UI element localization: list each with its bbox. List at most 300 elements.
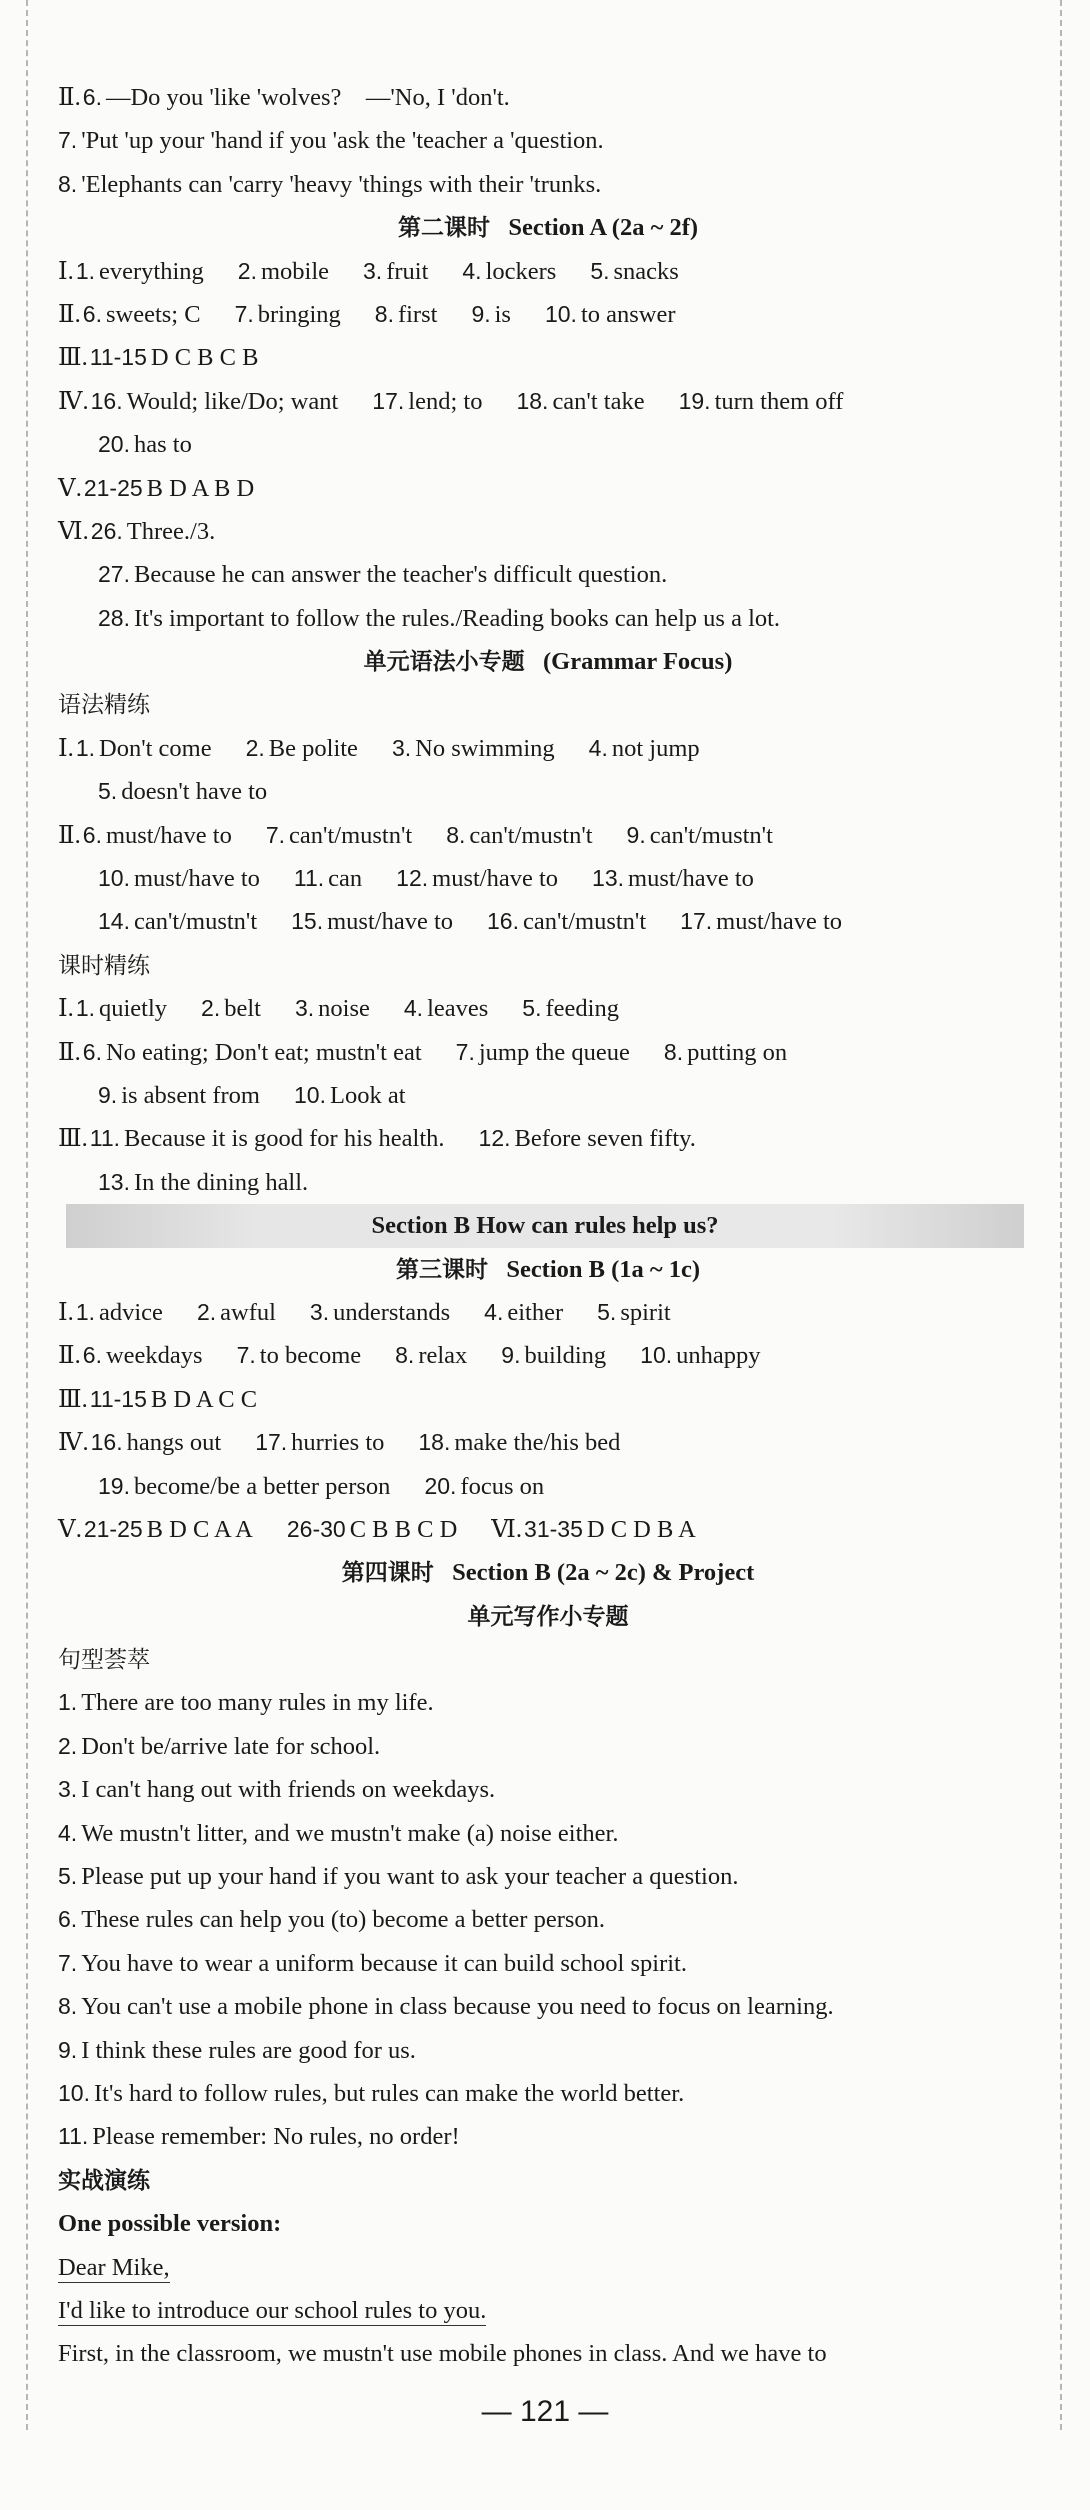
question-number: 7. <box>236 1342 256 1369</box>
question-number: 1. <box>75 995 95 1022</box>
sentence-text: I think these rules are good for us. <box>81 2036 416 2064</box>
sentence-number: 4. <box>58 1819 78 1846</box>
answer-text: belt <box>224 995 261 1023</box>
answer-item <box>664 1039 787 1066</box>
question-number: 2. <box>245 734 265 761</box>
answer-text: can't/mustn't <box>523 908 647 936</box>
section-roman-numeral: Ⅰ. <box>58 1298 74 1326</box>
answer-item <box>84 475 254 502</box>
answer-line <box>58 1161 1038 1204</box>
answer-item <box>462 258 556 285</box>
section-roman-numeral: Ⅲ. <box>58 1125 88 1153</box>
answer-text: feeding <box>545 995 619 1023</box>
answer-text: hangs out <box>126 1429 222 1457</box>
section-roman-numeral: Ⅰ. <box>58 257 74 285</box>
question-number: 6. <box>82 1342 102 1369</box>
answer-text: must/have to <box>133 865 260 893</box>
answer-line <box>58 1074 1038 1117</box>
answer-item <box>83 301 201 328</box>
question-number: 4. <box>484 1298 504 1325</box>
question-number: 19. <box>98 1472 130 1499</box>
question-number: 17. <box>255 1429 288 1456</box>
sentence-text: It's hard to follow rules, but rules can make the world better. <box>93 2079 685 2107</box>
answer-text: Be polite <box>268 734 358 762</box>
answer-item <box>592 865 754 892</box>
answer-item <box>58 127 604 154</box>
answer-text: 'Elephants can 'carry 'heavy 'things with their 'trunks. <box>81 170 602 198</box>
answer-item <box>98 431 192 458</box>
answer-text: In the dining hall. <box>133 1168 309 1196</box>
answer-text: weekdays <box>105 1342 203 1370</box>
answer-line <box>58 553 1038 596</box>
answer-item <box>456 1039 630 1066</box>
section-roman-numeral: Ⅳ. <box>58 387 89 415</box>
question-number: 9. <box>471 300 491 327</box>
answer-item <box>522 995 619 1022</box>
answer-text: No swimming <box>415 734 555 762</box>
answer-item <box>98 865 260 892</box>
sentence-line <box>58 1768 1038 1811</box>
answer-text: spirit <box>620 1298 671 1326</box>
heading-cn: 单元语法小专题 <box>363 649 525 676</box>
answer-item <box>255 1429 384 1456</box>
answer-item <box>84 1516 253 1543</box>
question-number: 5. <box>98 778 118 805</box>
answer-item <box>545 301 676 328</box>
question-number: 16. <box>90 387 123 414</box>
question-number: 5. <box>522 995 542 1022</box>
answer-item <box>310 1299 450 1326</box>
section-roman-numeral: Ⅰ. <box>58 734 74 762</box>
answer-text: has to <box>133 431 192 459</box>
answer-item <box>91 388 339 415</box>
lesson-2-heading <box>58 206 1038 249</box>
section-roman-numeral: Ⅵ. <box>58 517 89 545</box>
answer-item <box>471 301 511 328</box>
section-roman-numeral: Ⅳ. <box>58 1429 89 1457</box>
answer-line <box>58 1117 1038 1160</box>
answer-item <box>246 735 358 762</box>
question-number: 8. <box>374 300 394 327</box>
answer-text: No eating; Don't eat; mustn't eat <box>105 1038 422 1066</box>
sentence-number: 9. <box>58 2036 78 2063</box>
answer-text: not jump <box>611 734 700 762</box>
answer-item <box>446 822 592 849</box>
question-number: 5. <box>590 257 610 284</box>
answer-text: putting on <box>687 1038 788 1066</box>
lesson-3-heading <box>58 1248 1038 1291</box>
answer-text: to become <box>259 1342 362 1370</box>
subheading-text: 实战演练 <box>58 2167 150 2194</box>
subheading-text: 语法精练 <box>58 692 150 719</box>
section-roman-numeral: Ⅰ. <box>58 995 74 1023</box>
question-number: 4. <box>462 257 482 284</box>
answer-key-page <box>58 76 1038 2376</box>
question-number: 12. <box>478 1125 511 1152</box>
section-roman-numeral: Ⅵ. <box>491 1515 523 1543</box>
question-number: 13. <box>98 1168 130 1195</box>
question-number: 18. <box>418 1429 451 1456</box>
sentence-text: We mustn't litter, and we mustn't make (a) noise either. <box>81 1819 619 1847</box>
answer-text: lockers <box>485 257 557 285</box>
answer-text: unhappy <box>676 1342 761 1370</box>
answer-item <box>90 344 259 371</box>
question-number: 6. <box>82 84 102 110</box>
answer-text: either <box>507 1298 564 1326</box>
sentence-number: 8. <box>58 1993 78 2020</box>
answer-text: Don't come <box>99 734 212 762</box>
section-roman-numeral: Ⅱ. <box>58 1342 81 1370</box>
answer-item <box>487 908 646 935</box>
answer-text: to answer <box>580 300 676 328</box>
answer-text: —Do you 'like 'wolves? —'No, I 'don't. <box>105 84 510 111</box>
answer-text: Before seven fifty. <box>514 1125 696 1153</box>
answer-text: snacks <box>613 257 679 285</box>
writing-subheading-2 <box>58 2159 1038 2202</box>
question-number: 16. <box>487 908 519 935</box>
answer-item <box>291 908 453 935</box>
sentence-text: You can't use a mobile phone in class because you need to focus on learning. <box>81 1993 834 2021</box>
sentence-line <box>58 2029 1038 2072</box>
subheading-text: 句型荟萃 <box>58 1647 150 1674</box>
heading-cn: 第四课时 <box>341 1560 434 1587</box>
page-number: — 121 — <box>481 2395 609 2428</box>
question-number: 2. <box>196 1298 217 1325</box>
question-number: 7. <box>58 127 78 154</box>
question-number: 10. <box>98 865 130 892</box>
answer-item <box>83 822 232 849</box>
answer-item <box>589 735 700 762</box>
answer-item <box>98 778 267 805</box>
answer-item <box>590 258 679 285</box>
answer-item <box>597 1299 671 1326</box>
question-number: 11-15 <box>89 344 147 371</box>
answer-text: B D A B D <box>146 474 255 502</box>
answer-item <box>375 301 438 328</box>
question-number: 13. <box>592 865 625 892</box>
question-number: 28. <box>98 604 130 631</box>
answer-item <box>76 735 212 762</box>
answer-text: can't/mustn't <box>649 821 773 849</box>
answer-line <box>58 467 1038 510</box>
writing-subheading-1 <box>58 1638 1038 1681</box>
question-number: 9. <box>626 821 646 848</box>
answer-line <box>58 900 1038 943</box>
question-number: 26-30 <box>286 1515 346 1542</box>
answer-item <box>83 1039 422 1066</box>
answer-text: must/have to <box>432 865 559 893</box>
answer-item <box>372 388 482 415</box>
section-b-banner: Section B How can rules help us? <box>66 1204 1024 1247</box>
answer-text: can't take <box>552 387 645 415</box>
question-number: 9. <box>501 1342 521 1369</box>
question-number: 1. <box>75 257 95 284</box>
letter-body: First, in the classroom, we mustn't use mobile phones in class. And we have to <box>58 2340 827 2368</box>
answer-item <box>287 1516 457 1543</box>
answer-item <box>396 865 558 892</box>
sentence-text: Please put up your hand if you want to ask your teacher a question. <box>81 1863 739 1891</box>
question-number: 8. <box>446 821 466 848</box>
section-roman-numeral: Ⅱ. <box>58 1038 81 1066</box>
answer-text: is absent from <box>121 1081 260 1109</box>
answer-item <box>294 1082 406 1109</box>
letter-intro <box>58 2289 1038 2332</box>
answer-line <box>58 1031 1038 1074</box>
section-roman-numeral: Ⅱ. <box>58 84 81 111</box>
question-number: 20. <box>98 431 130 458</box>
question-number: 11-15 <box>89 1385 147 1412</box>
section-roman-numeral: Ⅲ. <box>58 344 88 372</box>
grammar-subheading-2 <box>58 944 1038 987</box>
sentence-number: 10. <box>58 2079 90 2106</box>
question-number: 8. <box>58 170 78 197</box>
answer-text: sweets; C <box>105 300 201 328</box>
subheading-text: 课时精练 <box>58 952 150 979</box>
answer-line <box>58 987 1038 1030</box>
answer-line <box>58 1508 1038 1551</box>
sentence-line <box>58 1985 1038 2028</box>
answer-line <box>58 380 1038 423</box>
grammar-focus-heading <box>58 640 1038 683</box>
question-number: 11. <box>89 1125 121 1152</box>
heading-en: (Grammar Focus) <box>543 648 733 676</box>
question-number: 5. <box>597 1298 617 1325</box>
answer-line <box>58 163 1038 206</box>
question-number: 14. <box>98 908 130 935</box>
sentence-line <box>58 1725 1038 1768</box>
section-roman-numeral: Ⅴ. <box>58 1515 82 1543</box>
answer-line <box>58 770 1038 813</box>
answer-text: D C D B A <box>586 1515 696 1543</box>
question-number: 8. <box>395 1342 415 1369</box>
heading-en: Section B (2a ~ 2c) & Project <box>452 1559 755 1587</box>
answer-text: must/have to <box>628 865 754 893</box>
answer-line <box>58 597 1038 640</box>
sentence-line <box>58 2115 1038 2158</box>
answer-item <box>98 1169 308 1196</box>
answer-item <box>424 1473 544 1500</box>
sentence-line <box>58 1898 1038 1941</box>
sentence-number: 1. <box>58 1689 78 1716</box>
question-number: 15. <box>291 908 324 935</box>
answer-text: can't/mustn't <box>289 821 413 849</box>
writing-focus-heading <box>58 1595 1038 1638</box>
question-number: 27. <box>98 561 130 588</box>
answer-line <box>58 250 1038 293</box>
sentence-number: 7. <box>58 1949 78 1976</box>
answer-item <box>491 1516 696 1543</box>
answer-item <box>479 1125 696 1152</box>
question-number: 17. <box>372 387 405 414</box>
question-number: 3. <box>363 257 383 284</box>
answer-item <box>76 258 204 285</box>
answer-item <box>98 605 780 632</box>
sentence-line <box>58 1681 1038 1724</box>
answer-text: quietly <box>99 995 168 1023</box>
question-number: 19. <box>678 387 711 414</box>
answer-text: first <box>397 300 438 328</box>
answer-text: C B B C D <box>349 1515 458 1543</box>
answer-item <box>83 1342 203 1369</box>
answer-line <box>58 727 1038 770</box>
answer-text: jump the queue <box>478 1038 630 1066</box>
answer-item <box>58 171 601 198</box>
answer-text: Because it is good for his health. <box>124 1125 445 1153</box>
answer-item <box>76 995 167 1022</box>
answer-item <box>238 258 329 285</box>
answer-line <box>58 423 1038 466</box>
answer-item <box>197 1299 276 1326</box>
question-number: 17. <box>680 908 713 935</box>
answer-item <box>235 301 341 328</box>
answer-text: Would; like/Do; want <box>126 387 339 415</box>
question-number: 1. <box>75 1298 95 1325</box>
answer-item <box>679 388 844 415</box>
question-number: 20. <box>424 1472 457 1499</box>
sentence-number: 5. <box>58 1863 78 1890</box>
heading-cn: 第二课时 <box>397 215 490 242</box>
answer-text: must/have to <box>327 908 454 936</box>
question-number: 18. <box>516 387 549 414</box>
answer-line <box>58 510 1038 553</box>
answer-item <box>640 1342 760 1369</box>
answer-text: understands <box>333 1298 451 1326</box>
sentence-text: You have to wear a uniform because it can build school spirit. <box>81 1949 687 1977</box>
answer-text: advice <box>99 1298 163 1326</box>
answer-line <box>58 814 1038 857</box>
answer-item <box>98 561 667 588</box>
question-number: 4. <box>403 995 424 1022</box>
answer-text: D C B C B <box>150 344 259 372</box>
question-number: 3. <box>391 734 412 761</box>
sentence-number: 3. <box>58 1776 78 1803</box>
answer-text: become/be a better person <box>133 1472 391 1500</box>
answer-text: must/have to <box>716 908 843 936</box>
greeting-text: Dear Mike, <box>58 2253 170 2281</box>
answer-item <box>266 822 412 849</box>
answer-text: fruit <box>386 257 429 285</box>
question-number: 3. <box>294 995 315 1022</box>
answer-item <box>484 1299 563 1326</box>
letter-greeting <box>58 2246 1038 2289</box>
answer-item <box>201 995 261 1022</box>
question-number: 8. <box>663 1038 684 1065</box>
question-number: 21-25 <box>83 474 143 501</box>
answer-line <box>58 1421 1038 1464</box>
question-number: 2. <box>201 995 221 1022</box>
answer-text: make the/his bed <box>454 1429 621 1457</box>
answer-item <box>294 865 362 892</box>
answer-item <box>418 1429 620 1456</box>
answer-item <box>395 1342 467 1369</box>
sentence-text: Please remember: No rules, no order! <box>92 2123 460 2151</box>
section-roman-numeral: Ⅲ. <box>58 1385 88 1413</box>
section-roman-numeral: Ⅱ. <box>58 300 81 328</box>
answer-item <box>76 1299 163 1326</box>
right-binding-dashed-line <box>1060 0 1062 2430</box>
question-number: 4. <box>588 734 608 761</box>
sentence-text: Don't be/arrive late for school. <box>81 1732 381 1760</box>
answer-line <box>58 293 1038 336</box>
question-number: 6. <box>82 1038 102 1065</box>
answer-item <box>237 1342 362 1369</box>
question-number: 26. <box>90 517 123 544</box>
answer-line <box>58 336 1038 379</box>
answer-text: doesn't have to <box>121 778 268 806</box>
question-number: 7. <box>455 1038 475 1065</box>
answer-text: awful <box>220 1298 276 1326</box>
heading-cn: 单元写作小专题 <box>467 1603 629 1630</box>
answer-text: bringing <box>257 300 341 328</box>
section-roman-numeral: Ⅱ. <box>58 821 81 849</box>
answer-text: Look at <box>329 1081 406 1109</box>
answer-item <box>295 995 370 1022</box>
answer-item <box>90 1125 445 1152</box>
question-number: 12. <box>396 865 429 892</box>
sentence-number: 2. <box>58 1732 78 1759</box>
sentence-text: I can't hang out with friends on weekdays. <box>81 1776 496 1804</box>
section-roman-numeral: Ⅴ. <box>58 474 82 502</box>
sentence-text: There are too many rules in my life. <box>81 1689 434 1717</box>
answer-item <box>91 518 215 545</box>
answer-line <box>58 1291 1038 1334</box>
answer-text: mobile <box>260 257 330 285</box>
question-number: 10. <box>544 300 577 327</box>
answer-text: It's important to follow the rules./Reading books can help us a lot. <box>133 604 781 632</box>
answer-item <box>363 258 428 285</box>
question-number: 6. <box>82 300 102 327</box>
question-number: 7. <box>265 821 286 848</box>
answer-item <box>501 1342 606 1369</box>
heading-cn: 第三课时 <box>395 1256 488 1283</box>
answer-item <box>627 822 773 849</box>
lesson-4-heading <box>58 1551 1038 1594</box>
question-number: 10. <box>294 1081 326 1108</box>
answer-line <box>58 1378 1038 1421</box>
question-number: 16. <box>90 1429 123 1456</box>
answer-item <box>404 995 488 1022</box>
answer-item <box>90 1386 257 1413</box>
answer-text: B D C A A <box>146 1515 253 1543</box>
question-number: 2. <box>237 257 257 284</box>
answer-text: hurries to <box>291 1429 385 1457</box>
answer-item <box>98 1473 390 1500</box>
answer-text: can't/mustn't <box>469 821 593 849</box>
question-number: 10. <box>640 1342 673 1369</box>
answer-text: noise <box>318 995 370 1023</box>
sentence-line <box>58 1812 1038 1855</box>
answer-line <box>58 1334 1038 1377</box>
answer-text: lend; to <box>408 387 483 415</box>
answer-item <box>98 908 257 935</box>
answer-text: can't/mustn't <box>133 908 258 936</box>
sentence-line <box>58 1942 1038 1985</box>
answer-text: Three./3. <box>126 517 216 545</box>
answer-line <box>58 119 1038 162</box>
question-number: 31-35 <box>524 1515 583 1542</box>
question-number: 7. <box>234 300 254 327</box>
question-number: 1. <box>75 734 95 761</box>
answer-item <box>516 388 644 415</box>
heading-en: Section B (1a ~ 1c) <box>506 1255 701 1283</box>
sentence-number: 6. <box>58 1906 78 1933</box>
sentence-line <box>58 2072 1038 2115</box>
answer-item <box>680 908 842 935</box>
answer-text: must/have to <box>105 821 232 849</box>
answer-item <box>392 735 555 762</box>
question-number: 6. <box>82 821 102 848</box>
answer-line <box>58 1465 1038 1508</box>
